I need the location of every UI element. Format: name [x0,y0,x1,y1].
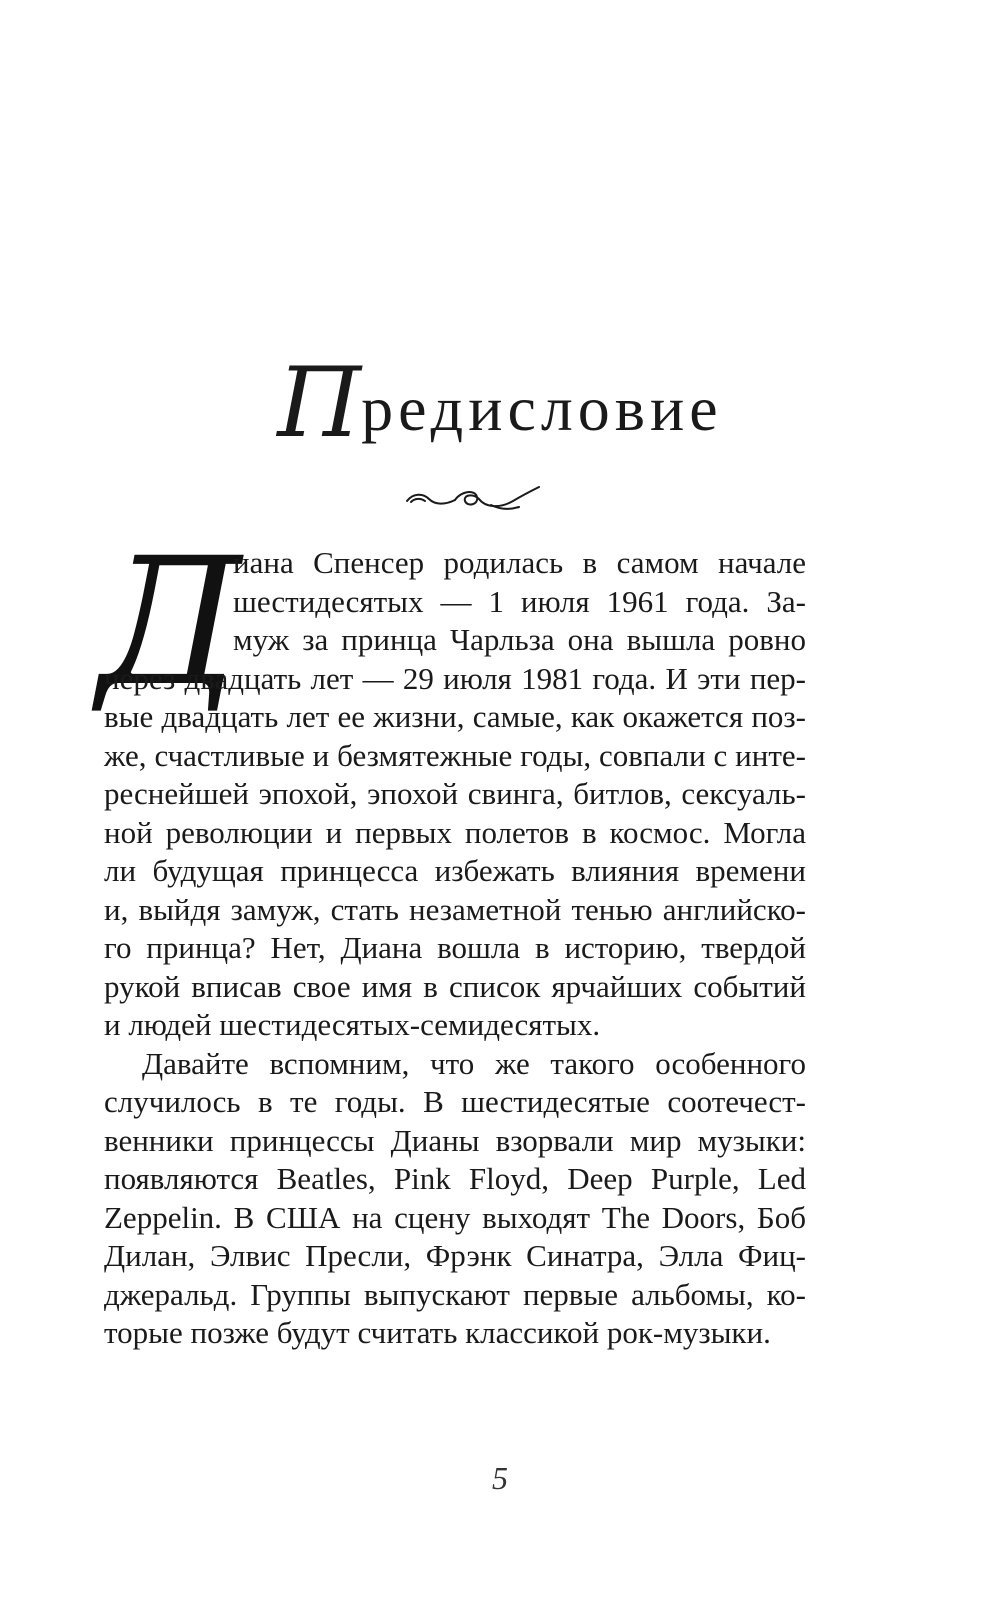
text-line: шестидесятых — 1 июля 1961 года. За- [233,584,806,619]
text-line: джеральд. Группы выпускают первые альбомы, ко- [104,1277,806,1312]
text-line: рукой вписав свое имя в список ярчайших событий [104,969,806,1004]
flourish-ornament-icon [403,483,543,515]
text-line: и, выйдя замуж, стать незаметной тенью английско- [104,892,806,927]
text-line: иана Спенсер родилась в самом начале [233,545,806,580]
text-line: Zeppelin. В США на сцену выходят The Doors, Боб [104,1200,806,1235]
text-line: го принца? Нет, Диана вошла в историю, твердой [104,930,806,965]
chapter-title [0,347,1000,459]
page-number: 5 [492,1460,508,1496]
chapter-title-rest: редисловие [361,373,723,444]
text-line: реснейшей эпохой, эпохой свинга, битлов, сексуаль- [104,776,806,811]
chapter-title-initial: П [277,347,362,459]
text-line: же, счастливые и безмятежные годы, совпали с инте- [104,738,806,773]
drop-cap: Д [98,520,242,725]
text-line: появляются Beatles, Pink Floyd, Deep Purple, Led [104,1161,806,1196]
text-line: случилось в те годы. В шестидесятые соотечест- [104,1084,806,1119]
text-line: торые позже будут считать классикой рок-музыки. [104,1315,771,1350]
text-line: венники принцессы Дианы взорвали мир музыки: [104,1123,806,1158]
text-line: и людей шестидесятых-семидесятых. [104,1007,601,1042]
text-line: Давайте вспомним, что же такого особенного [142,1046,806,1081]
text-line: ной революции и первых полетов в космос. Могла [104,815,806,850]
text-line: ли будущая принцесса избежать влияния времени [104,853,806,888]
text-line: вые двадцать лет ее жизни, самые, как окажется поз- [104,699,806,734]
text-line: муж за принца Чарльза она вышла ровно [233,622,806,657]
text-line: Дилан, Элвис Пресли, Фрэнк Синатра, Элла Фиц- [104,1238,806,1273]
text-line: через двадцать лет — 29 июля 1981 года. И эти пер- [104,661,806,696]
